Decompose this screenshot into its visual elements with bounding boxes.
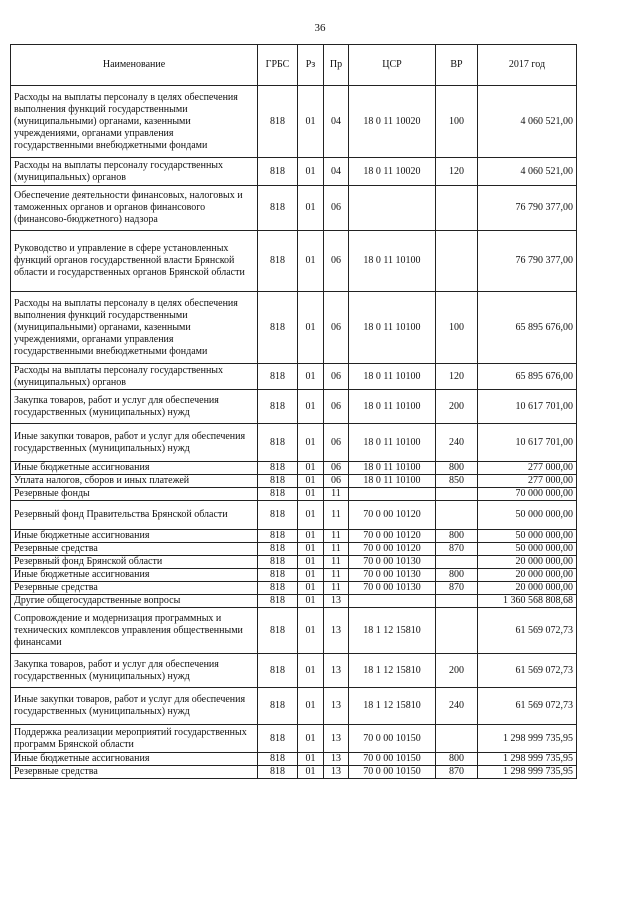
cell-csr [349, 186, 436, 231]
cell-vr: 200 [436, 654, 478, 688]
table-row [11, 475, 577, 488]
cell-rz: 01 [298, 595, 324, 608]
cell-rz: 01 [298, 364, 324, 390]
cell-rz: 01 [298, 158, 324, 186]
table-row [11, 753, 577, 766]
cell-grbs: 818 [258, 753, 298, 766]
cell-rz: 01 [298, 569, 324, 582]
cell-name: Расходы на выплаты персоналу в целях обеспечения выполнения функций государственными (муниципальными) органами, казенными учреждениями, органами управления государственными внебюджетными фондами [11, 86, 258, 158]
cell-grbs: 818 [258, 424, 298, 462]
cell-grbs: 818 [258, 530, 298, 543]
cell-rz: 01 [298, 582, 324, 595]
cell-pr: 13 [324, 766, 349, 779]
cell-vr: 120 [436, 364, 478, 390]
table-row [11, 488, 577, 501]
table-row [11, 231, 577, 292]
cell-grbs: 818 [258, 292, 298, 364]
table-row [11, 582, 577, 595]
cell-pr: 11 [324, 530, 349, 543]
cell-vr [436, 595, 478, 608]
cell-vr: 200 [436, 390, 478, 424]
header-name: Наименование [11, 45, 258, 86]
cell-grbs: 818 [258, 488, 298, 501]
cell-rz: 01 [298, 462, 324, 475]
cell-csr: 18 0 11 10020 [349, 86, 436, 158]
cell-csr: 70 0 00 10120 [349, 530, 436, 543]
cell-grbs: 818 [258, 462, 298, 475]
cell-vr: 870 [436, 582, 478, 595]
cell-grbs: 818 [258, 543, 298, 556]
cell-vr [436, 186, 478, 231]
cell-csr: 18 0 11 10100 [349, 424, 436, 462]
cell-name: Резервные средства [11, 582, 258, 595]
cell-vr: 100 [436, 292, 478, 364]
cell-pr: 13 [324, 608, 349, 654]
cell-grbs: 818 [258, 364, 298, 390]
cell-vr [436, 608, 478, 654]
cell-csr: 70 0 00 10120 [349, 501, 436, 530]
cell-amount: 61 569 072,73 [478, 608, 577, 654]
cell-name: Иные бюджетные ассигнования [11, 462, 258, 475]
cell-grbs: 818 [258, 766, 298, 779]
cell-name: Резервные средства [11, 766, 258, 779]
cell-amount: 10 617 701,00 [478, 424, 577, 462]
cell-csr: 18 1 12 15810 [349, 688, 436, 725]
header-grbs: ГРБС [258, 45, 298, 86]
cell-vr: 870 [436, 766, 478, 779]
cell-pr: 11 [324, 582, 349, 595]
cell-grbs: 818 [258, 501, 298, 530]
cell-csr: 70 0 00 10150 [349, 725, 436, 753]
cell-rz: 01 [298, 475, 324, 488]
cell-pr: 04 [324, 158, 349, 186]
cell-name: Обеспечение деятельности финансовых, налоговых и таможенных органов и органов финансового (финансово-бюджетного) надзора [11, 186, 258, 231]
table-row [11, 569, 577, 582]
cell-vr: 240 [436, 688, 478, 725]
cell-amount: 277 000,00 [478, 462, 577, 475]
cell-pr: 13 [324, 654, 349, 688]
cell-amount: 50 000 000,00 [478, 543, 577, 556]
cell-rz: 01 [298, 753, 324, 766]
cell-pr: 13 [324, 753, 349, 766]
cell-rz: 01 [298, 543, 324, 556]
cell-grbs: 818 [258, 595, 298, 608]
cell-amount: 61 569 072,73 [478, 654, 577, 688]
cell-pr: 06 [324, 424, 349, 462]
cell-name: Резервные фонды [11, 488, 258, 501]
cell-name: Резервные средства [11, 543, 258, 556]
cell-rz: 01 [298, 766, 324, 779]
cell-rz: 01 [298, 231, 324, 292]
page-number: 36 [314, 22, 326, 34]
cell-rz: 01 [298, 501, 324, 530]
cell-name: Закупка товаров, работ и услуг для обеспечения государственных (муниципальных) нужд [11, 390, 258, 424]
table-row [11, 654, 577, 688]
cell-grbs: 818 [258, 475, 298, 488]
cell-name: Руководство и управление в сфере установленных функций органов государственной власти Брянской области и государственных органов Брянской области [11, 231, 258, 292]
cell-pr: 11 [324, 501, 349, 530]
cell-name: Резервный фонд Брянской области [11, 556, 258, 569]
cell-csr [349, 488, 436, 501]
cell-grbs: 818 [258, 608, 298, 654]
cell-amount: 70 000 000,00 [478, 488, 577, 501]
cell-rz: 01 [298, 86, 324, 158]
table-row [11, 158, 577, 186]
table-row [11, 86, 577, 158]
cell-csr [349, 595, 436, 608]
cell-amount: 4 060 521,00 [478, 158, 577, 186]
cell-amount: 1 360 568 808,68 [478, 595, 577, 608]
cell-name: Сопровождение и модернизация программных и технических комплексов управления общественными финансами [11, 608, 258, 654]
cell-name: Резервный фонд Правительства Брянской области [11, 501, 258, 530]
cell-pr: 13 [324, 725, 349, 753]
budget-table [10, 44, 577, 779]
cell-csr: 70 0 00 10120 [349, 543, 436, 556]
cell-name: Расходы на выплаты персоналу в целях обеспечения выполнения функций государственными (муниципальными) органами, казенными учреждениями, органами управления государственными внебюджетными фондами [11, 292, 258, 364]
header-rz: Рз [298, 45, 324, 86]
cell-vr: 240 [436, 424, 478, 462]
cell-csr: 70 0 00 10130 [349, 556, 436, 569]
cell-vr: 120 [436, 158, 478, 186]
table-row [11, 608, 577, 654]
header-row [11, 45, 577, 86]
cell-name: Расходы на выплаты персоналу государственных (муниципальных) органов [11, 158, 258, 186]
cell-rz: 01 [298, 530, 324, 543]
cell-csr: 70 0 00 10150 [349, 753, 436, 766]
cell-name: Поддержка реализации мероприятий государственных программ Брянской области [11, 725, 258, 753]
cell-vr: 800 [436, 753, 478, 766]
cell-grbs: 818 [258, 186, 298, 231]
table-row [11, 766, 577, 779]
cell-pr: 06 [324, 364, 349, 390]
cell-amount: 76 790 377,00 [478, 231, 577, 292]
cell-rz: 01 [298, 608, 324, 654]
table-row [11, 186, 577, 231]
table-row [11, 543, 577, 556]
cell-grbs: 818 [258, 688, 298, 725]
cell-pr: 06 [324, 475, 349, 488]
cell-pr: 11 [324, 543, 349, 556]
cell-rz: 01 [298, 292, 324, 364]
cell-rz: 01 [298, 654, 324, 688]
cell-vr: 850 [436, 475, 478, 488]
table-row [11, 462, 577, 475]
table-row [11, 595, 577, 608]
cell-amount: 1 298 999 735,95 [478, 725, 577, 753]
cell-csr: 18 0 11 10100 [349, 475, 436, 488]
cell-name: Иные закупки товаров, работ и услуг для обеспечения государственных (муниципальных) нужд [11, 688, 258, 725]
cell-name: Уплата налогов, сборов и иных платежей [11, 475, 258, 488]
cell-amount: 277 000,00 [478, 475, 577, 488]
cell-amount: 4 060 521,00 [478, 86, 577, 158]
table-row [11, 556, 577, 569]
cell-amount: 50 000 000,00 [478, 501, 577, 530]
cell-rz: 01 [298, 556, 324, 569]
cell-csr: 18 0 11 10100 [349, 364, 436, 390]
cell-csr: 70 0 00 10130 [349, 569, 436, 582]
table-row [11, 424, 577, 462]
cell-name: Иные бюджетные ассигнования [11, 530, 258, 543]
cell-grbs: 818 [258, 556, 298, 569]
cell-pr: 11 [324, 488, 349, 501]
cell-pr: 04 [324, 86, 349, 158]
cell-csr: 18 0 11 10100 [349, 292, 436, 364]
cell-grbs: 818 [258, 86, 298, 158]
cell-pr: 13 [324, 595, 349, 608]
cell-grbs: 818 [258, 582, 298, 595]
cell-csr: 70 0 00 10150 [349, 766, 436, 779]
cell-rz: 01 [298, 725, 324, 753]
cell-amount: 65 895 676,00 [478, 364, 577, 390]
cell-rz: 01 [298, 488, 324, 501]
cell-grbs: 818 [258, 725, 298, 753]
cell-pr: 06 [324, 292, 349, 364]
cell-rz: 01 [298, 390, 324, 424]
cell-csr: 18 0 11 10100 [349, 462, 436, 475]
header-year: 2017 год [478, 45, 577, 86]
cell-name: Закупка товаров, работ и услуг для обеспечения государственных (муниципальных) нужд [11, 654, 258, 688]
header-csr: ЦСР [349, 45, 436, 86]
table-row [11, 725, 577, 753]
cell-vr [436, 556, 478, 569]
cell-amount: 1 298 999 735,95 [478, 753, 577, 766]
cell-rz: 01 [298, 424, 324, 462]
cell-pr: 11 [324, 556, 349, 569]
cell-pr: 06 [324, 390, 349, 424]
cell-amount: 10 617 701,00 [478, 390, 577, 424]
cell-amount: 65 895 676,00 [478, 292, 577, 364]
cell-vr [436, 231, 478, 292]
cell-amount: 1 298 999 735,95 [478, 766, 577, 779]
cell-csr: 18 0 11 10100 [349, 390, 436, 424]
cell-rz: 01 [298, 688, 324, 725]
cell-grbs: 818 [258, 654, 298, 688]
cell-amount: 20 000 000,00 [478, 569, 577, 582]
cell-csr: 18 0 11 10020 [349, 158, 436, 186]
table-row [11, 390, 577, 424]
cell-rz: 01 [298, 186, 324, 231]
cell-vr: 800 [436, 569, 478, 582]
cell-grbs: 818 [258, 158, 298, 186]
cell-name: Расходы на выплаты персоналу государственных (муниципальных) органов [11, 364, 258, 390]
cell-vr [436, 725, 478, 753]
table-row [11, 530, 577, 543]
cell-grbs: 818 [258, 231, 298, 292]
cell-vr: 100 [436, 86, 478, 158]
cell-vr [436, 501, 478, 530]
cell-vr: 870 [436, 543, 478, 556]
header-pr: Пр [324, 45, 349, 86]
cell-name: Иные закупки товаров, работ и услуг для обеспечения государственных (муниципальных) нужд [11, 424, 258, 462]
cell-csr: 70 0 00 10130 [349, 582, 436, 595]
cell-pr: 06 [324, 231, 349, 292]
cell-name: Иные бюджетные ассигнования [11, 753, 258, 766]
cell-csr: 18 1 12 15810 [349, 608, 436, 654]
cell-vr: 800 [436, 462, 478, 475]
cell-amount: 20 000 000,00 [478, 582, 577, 595]
cell-amount: 50 000 000,00 [478, 530, 577, 543]
table-row [11, 501, 577, 530]
cell-csr: 18 0 11 10100 [349, 231, 436, 292]
cell-pr: 06 [324, 186, 349, 231]
table-row [11, 292, 577, 364]
cell-name: Иные бюджетные ассигнования [11, 569, 258, 582]
cell-name: Другие общегосударственные вопросы [11, 595, 258, 608]
cell-pr: 06 [324, 462, 349, 475]
cell-vr: 800 [436, 530, 478, 543]
cell-pr: 13 [324, 688, 349, 725]
cell-amount: 20 000 000,00 [478, 556, 577, 569]
cell-grbs: 818 [258, 390, 298, 424]
header-vr: ВР [436, 45, 478, 86]
table-row [11, 364, 577, 390]
cell-vr [436, 488, 478, 501]
cell-amount: 76 790 377,00 [478, 186, 577, 231]
cell-pr: 11 [324, 569, 349, 582]
cell-grbs: 818 [258, 569, 298, 582]
table-row [11, 688, 577, 725]
cell-amount: 61 569 072,73 [478, 688, 577, 725]
cell-csr: 18 1 12 15810 [349, 654, 436, 688]
